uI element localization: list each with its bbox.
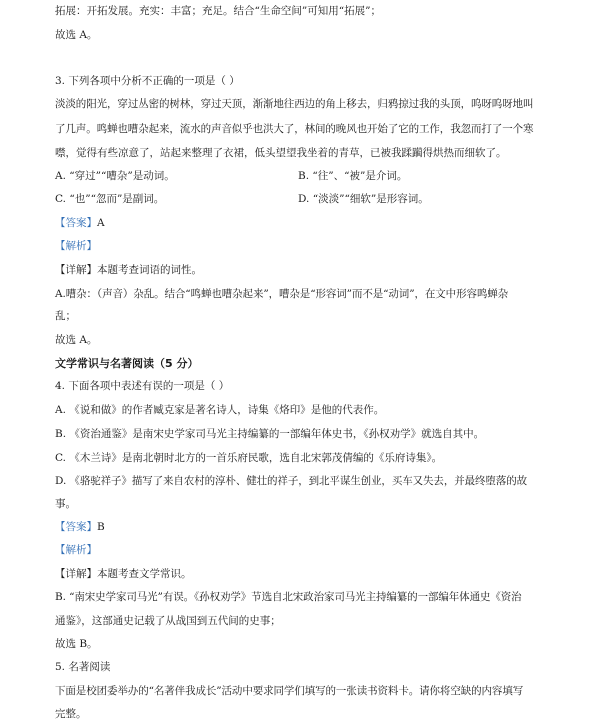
detail-text: 本题考查文学常识。: [97, 568, 192, 580]
question-5-text: 下面是校团委举办的“名著伴我成长”活动中要求同学们填写的一张读书资料卡。请你将空缺的内容填写: [55, 685, 524, 697]
answer-value: B: [97, 521, 105, 533]
option-a: A. “穿过”“嘈杂”是动词。: [55, 170, 175, 182]
analysis-tag: 【解析】: [55, 544, 97, 556]
explanation-line: A.嘈杂：（声音）杂乱。结合“鸣蝉也嘈杂起来”，嘈杂是“形容词”而不是“动词”，在文中形容鸣蝉杂: [55, 288, 509, 300]
selection-line: 故选 A。: [55, 334, 98, 346]
option-c: C. 《木兰诗》是南北朝时北方的一首乐府民歌，选自北宋郭茂倩编的《乐府诗集》。: [55, 452, 443, 464]
option-b: B. “往”、“被”是介词。: [298, 170, 408, 182]
option-d: D. “淡淡”“细软”是形容词。: [298, 193, 429, 205]
explanation-line: 通鉴》，这部通史记载了从战国到五代间的史事；: [55, 615, 281, 627]
explanation-line: B. “南宋史学家司马光”有误。《孙权劝学》节选自北宋政治家司马光主持编纂的一部编年体通史《资治: [55, 591, 522, 603]
option-a: A. 《说和做》的作者臧克家是著名诗人，诗集《烙印》是他的代表作。: [55, 404, 385, 416]
question-5-stem: 5. 名著阅读: [55, 661, 111, 673]
answer-line: [55, 216, 105, 230]
option-c: C. “也”“忽而”是副词。: [55, 193, 165, 205]
detail-line: [55, 567, 192, 581]
text-line: 故选 A。: [55, 29, 98, 41]
option-d: D. 《骆驼祥子》描写了来自农村的淳朴、健壮的祥子，到北平谋生创业，买车又失去，并最终堕落的故: [55, 475, 528, 487]
option-d-cont: 事。: [55, 498, 76, 510]
explanation-line: 乱；: [55, 310, 76, 322]
question-5-text: 完整。: [55, 708, 87, 720]
answer-value: A: [97, 217, 105, 229]
answer-tag: 【答案】: [55, 217, 97, 229]
passage-line: 噤，觉得有些凉意了，站起来整理了衣裙，低头望望我坐着的青草，已被我蹂躏得烘热而细软了。: [55, 147, 507, 159]
passage-line: 淡淡的阳光，穿过丛密的树林，穿过天顶，渐渐地往西边的角上移去，归鸦掠过我的头顶，呜呀呜呀地叫: [55, 98, 534, 110]
passage-line: 了几声。鸣蝉也嘈杂起来，流水的声音似乎也洪大了，林间的晚风也开始了它的工作，我忽而打了一个寒: [55, 123, 534, 135]
detail-text: 本题考查词语的词性。: [97, 264, 202, 276]
detail-line: [55, 263, 202, 277]
option-b: B. 《资治通鉴》是南宋史学家司马光主持编纂的一部编年体史书，《孙权劝学》就选自其中。: [55, 428, 485, 440]
analysis-tag: 【解析】: [55, 240, 97, 252]
answer-line: [55, 520, 105, 534]
question-4-stem: 4. 下面各项中表述有误的一项是（ ）: [55, 380, 230, 392]
section-heading: 文学常识与名著阅读（5 分）: [55, 357, 199, 370]
detail-tag: 【详解】: [55, 264, 97, 276]
text-line: 拓展：开拓发展。充实：丰富；充足。结合“生命空间”可知用“拓展”；: [55, 5, 381, 17]
answer-tag: 【答案】: [55, 521, 97, 533]
question-3-stem: 3. 下列各项中分析不正确的一项是（ ）: [55, 75, 240, 87]
detail-tag: 【详解】: [55, 568, 97, 580]
selection-line: 故选 B。: [55, 638, 98, 650]
